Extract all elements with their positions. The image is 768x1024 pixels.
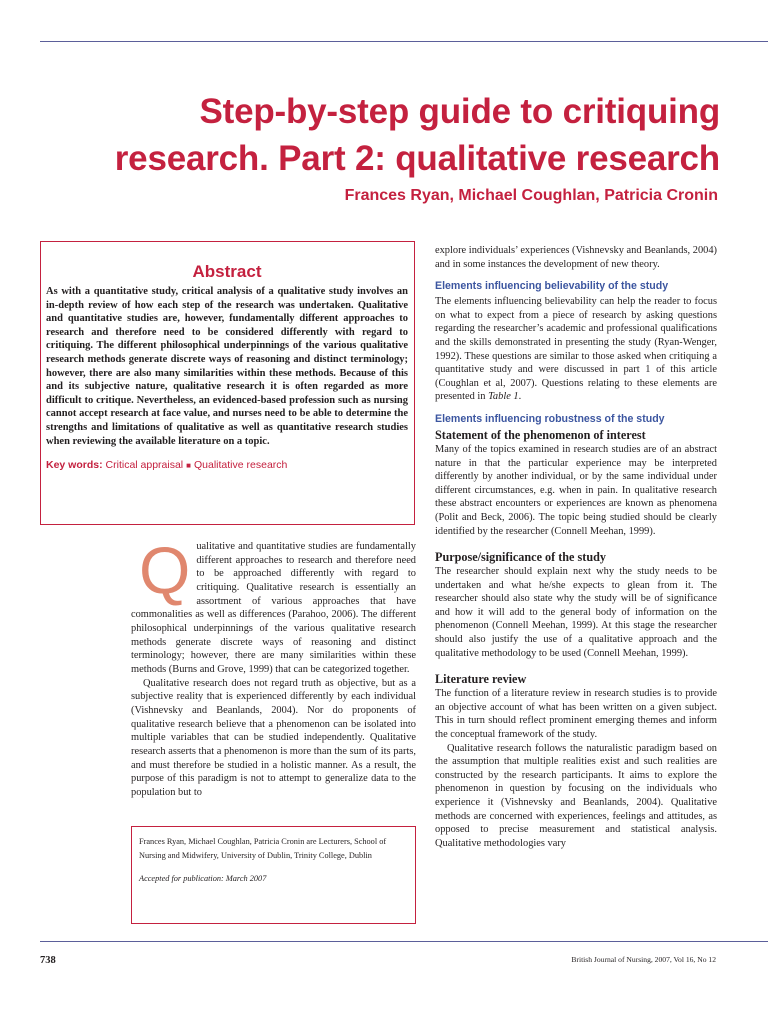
body-paragraph: The researcher should explain next why the study needs to be undertaken and what he/she expects to glean from it. The researcher should also state why the study will be of significance and how it will add to the general body of information on the phenomenon (Connell Meehan, 1999). At this stage the researcher should also justify the use of a qualitative approach and the qualitative methodology to be used (Connell Meehan, 1999). — [435, 566, 717, 659]
article-title: Step-by-step guide to critiquing research. Part 2: qualitative research — [114, 92, 720, 178]
drop-cap: Q — [139, 533, 191, 607]
paragraph-text: The elements influencing believability can help the reader to focus on what to expect from a piece of research by asking questions regarding the researcher’s academic and professional qualifications and the skills demonstrated in presenting the study (Ryan-Wenger, 1992). These questions are similar to those asked when critiquing a quantitative study and were discussed in part 1 of this article (Coughlan et al, 2007). Questions relating to these elements are presented in — [435, 296, 717, 403]
top-rule — [40, 41, 768, 42]
right-body-column — [435, 244, 717, 850]
affiliation-box — [131, 826, 416, 924]
body-paragraph: The function of a literature review in research studies is to provide an objective account of what has been written on a given subject. This in turn should reflect prominent emerging themes and inform the conceptual framework of the study. — [435, 688, 717, 741]
body-paragraph: Qualitative research does not regard truth as objective, but as a subjective reality that is experienced differently by each individual (Vishnevsky and Beanlands, 2004). Nor do proponents of qualitative research believe that a phenomenon can be isolated into multiple variables that can be studied independently. Qualitative research asserts that a phenomenon is more than the sum of its parts, and must therefore be studied in a holistic manner. As a result, the purpose of this paradigm is not to attempt to generalize data to the population but to — [131, 677, 416, 798]
left-body-column — [131, 533, 416, 799]
keyword: Critical appraisal — [105, 459, 184, 472]
body-paragraph: Qualitative research follows the naturalistic paradigm based on the assumption that multiple realities exist and such realities are constructed by the research participants. It aims to explore the phenomenon in question by focusing on the individuals who experience it (Vishnevsky and Beanlands, 2004). Qualitative methods are concerned with experiences, feelings and attitudes, as opposed to precise measurement and statistical analysis. Qualitative methodologies vary — [435, 742, 717, 849]
keywords-label: Key words: — [46, 459, 103, 472]
body-paragraph — [435, 295, 717, 404]
subsection-heading: Statement of the phenomenon of interest — [435, 427, 646, 442]
accepted-date: Accepted for publication: March 2007 — [139, 874, 267, 883]
bottom-rule — [40, 941, 768, 942]
section-heading: Elements influencing robustness of the study — [435, 412, 665, 425]
journal-citation: British Journal of Nursing, 2007, Vol 16, No 12 — [571, 955, 716, 964]
subsection-heading: Purpose/significance of the study — [435, 550, 606, 565]
paragraph-text: ualitative and quantitative studies are fundamentally different approaches to research and therefore need to be approached differently with regard to critiquing. Qualitative research is essentially an assortment of various approaches that have commonalities as well as differences (Parahoo, 2006). The different philosophical underpinnings of the various qualitative research methods generate discrete ways of reasoning and distinct terminology; however, there are many similarities within these methods (Burns and Grove, 1999) that can be categorized together. — [131, 541, 416, 675]
page-number: 738 — [40, 955, 56, 966]
section-heading: Elements influencing believability of the study — [435, 280, 669, 293]
affiliation-text: Frances Ryan, Michael Coughlan, Patricia Cronin are Lecturers, School of Nursing and Midwifery, University of Dublin, Trinity College, Dublin — [139, 837, 387, 860]
paragraph-end: . — [518, 391, 522, 403]
article-authors: Frances Ryan, Michael Coughlan, Patricia Cronin — [344, 187, 718, 204]
abstract-heading: Abstract — [192, 262, 262, 281]
body-paragraph: explore individuals’ experiences (Vishnevsky and Beanlands, 2004) and in some instances the development of new theory. — [435, 245, 717, 270]
subsection-heading: Literature review — [435, 672, 527, 687]
body-paragraph — [131, 533, 416, 677]
keyword: Qualitative research — [194, 459, 288, 472]
abstract-text: As with a quantitative study, critical analysis of a qualitative study involves an in-depth review of how each step of the research was undertaken. Qualitative and quantitative studies are, however, fundamentally different approaches to research and therefore need to be considered differently with regard to critiquing. The different philosophical underpinnings of the various qualitative research methods generate discrete ways of reasoning and distinct terminology; however, there are also many similarities within these methods. Because of this and its subjective nature, qualitative research it is often regarded as more difficult to critique. Nevertheless, an evidenced-based profession such as nursing cannot accept research at face value, and nurses need to be able to determine the strengths and limitations of qualitative as well as quantitative research studies when reviewing the available literature on a topic. — [46, 286, 408, 447]
abstract-box — [40, 241, 415, 525]
body-paragraph: Many of the topics examined in research studies are of an abstract nature in that the particular experience may be interpreted differently by another individual, or by the same individual under different circumstances, e.g. when in pain. In qualitative research these abstract encounters or experiences are known as phenomena (Polit and Beck, 2006). The topic being studied should be clearly identified by the researcher (Connell Meehan, 1999). — [435, 443, 717, 537]
keyword-separator-icon: ■ — [186, 461, 191, 471]
table-reference: Table 1 — [488, 391, 519, 403]
keywords-line — [46, 459, 408, 471]
